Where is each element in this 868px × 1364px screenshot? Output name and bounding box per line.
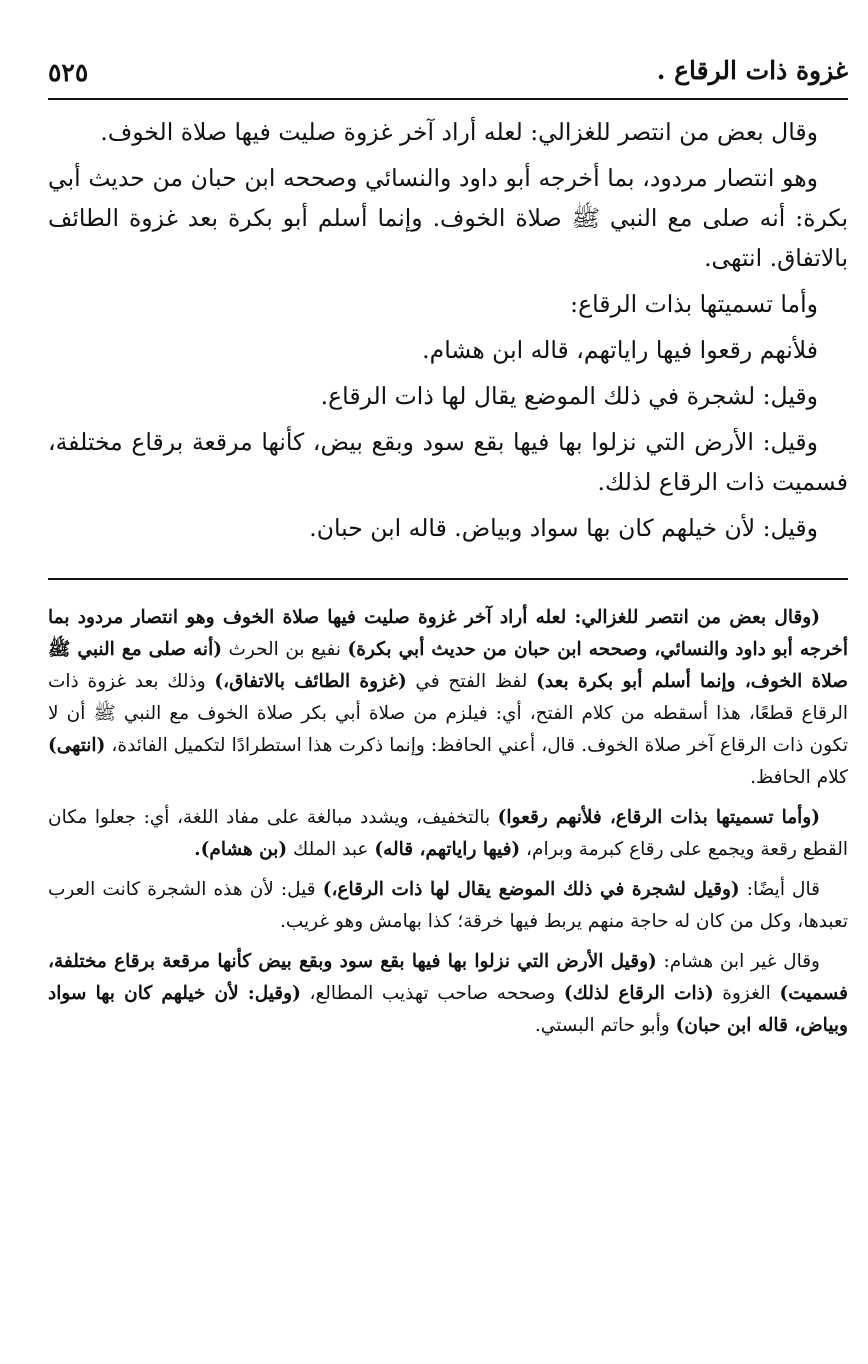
commentary-divider <box>48 578 848 580</box>
main-paragraph: وهو انتصار مردود، بما أخرجه أبو داود والنسائي وصححه ابن حبان من حديث أبي بكرة: أنه صلى مع النبي ﷺ صلاة الخوف. وإنما أسلم أبو بكرة بعد غزوة الطائف بالاتفاق. انتهى. <box>48 164 848 272</box>
main-paragraph: وقال بعض من انتصر للغزالي: لعله أراد آخر غزوة صليت فيها صلاة الخوف. <box>100 118 818 146</box>
quoted-text: (وأما تسميتها بذات الرقاع، فلأنهم رقعوا) <box>497 807 820 828</box>
page-header <box>48 52 848 100</box>
quoted-text: (أنه صلى مع النبي ﷺ صلاة الخوف، وإنما أسلم أبو بكرة بعد) <box>48 639 848 692</box>
page-number: ٥٢٥ <box>48 58 89 87</box>
quoted-text: (انتهى) <box>48 735 106 756</box>
commentary-paragraph <box>48 874 848 938</box>
main-paragraph: وأما تسميتها بذات الرقاع: <box>570 290 818 318</box>
commentary-text: قال أيضًا: <box>739 879 820 900</box>
commentary-text: قيل: لأن هذه الشجرة كانت العرب تعبدها، وكل من كان له حاجة منهم يربط فيها خرقة؛ كذا بهامش وهو غريب. <box>48 879 848 932</box>
quoted-text: (وقال بعض من انتصر للغزالي: لعله أراد آخر غزوة صليت فيها صلاة الخوف وهو انتصار مردود بما أخرجه أبو داود والنسائي، وصححه ابن حبان من حديث أبي بكرة) <box>48 607 848 660</box>
commentary-paragraph <box>48 946 848 1042</box>
running-title: غزوة ذات الرقاع . <box>656 56 848 85</box>
commentary-text: وقال غير ابن هشام: <box>656 951 820 972</box>
commentary-text: نفيع بن الحرث <box>221 639 348 660</box>
quoted-text: (وقيل لشجرة في ذلك الموضع يقال لها ذات الرقاع،) <box>322 879 740 900</box>
quoted-text: (ذات الرقاع لذلك) <box>563 983 714 1004</box>
quoted-text: (وقيل الأرض التي نزلوا بها فيها بقع سود وبقع بيض كأنها مرقعة برقاع مختلفة، فسميت) <box>48 951 848 1004</box>
commentary-text: كلام الحافظ. <box>750 767 848 788</box>
commentary <box>48 602 848 1042</box>
main-paragraph: وقيل: الأرض التي نزلوا بها فيها بقع سود وبقع بيض، كأنها مرقعة برقاع مختلفة، فسميت ذات الرقاع لذلك. <box>48 428 848 496</box>
commentary-text: وصححه صاحب تهذيب المطالع، <box>300 983 564 1004</box>
quoted-text: (غزوة الطائف بالاتفاق،) <box>214 671 407 692</box>
commentary-text: وذلك بعد غزوة ذات الرقاع قطعًا، هذا أسقطه من كلام الفتح، أي: فيلزم من صلاة أبي بكر صلاة الخوف مع النبي ﷺ أن لا تكون ذات الرقاع آخر صلاة الخوف. قال، أعني الحافظ: وإنما ذكرت هذا استطرادًا لتكميل الفائدة، <box>48 671 848 756</box>
commentary-text: عبد الملك <box>287 839 375 860</box>
quoted-text: (فيها راياتهم، قاله) <box>374 839 521 860</box>
commentary-text: لفظ الفتح في <box>406 671 537 692</box>
quoted-text: (وقيل: لأن خيلهم كان بها سواد وبياض، قاله ابن حبان) <box>48 983 848 1036</box>
commentary-paragraph <box>48 602 848 794</box>
commentary-text: بالتخفيف، ويشدد مبالغة على مفاد اللغة، أي: جعلوا مكان القطع رقعة ويجمع على رقاع كبرمة وبرام، <box>48 807 848 860</box>
commentary-text: وأبو حاتم البستي. <box>534 1015 676 1036</box>
commentary-paragraph <box>48 802 848 866</box>
commentary-text: الغزوة <box>713 983 780 1004</box>
main-paragraph: وقيل: لشجرة في ذلك الموضع يقال لها ذات الرقاع. <box>320 382 818 410</box>
book-page <box>48 52 848 1048</box>
main-paragraph: وقيل: لأن خيلهم كان بها سواد وبياض. قاله ابن حبان. <box>309 514 818 542</box>
quoted-text: (بن هشام). <box>194 839 288 860</box>
main-paragraph: فلأنهم رقعوا فيها راياتهم، قاله ابن هشام. <box>422 336 818 364</box>
main-text <box>48 100 848 548</box>
